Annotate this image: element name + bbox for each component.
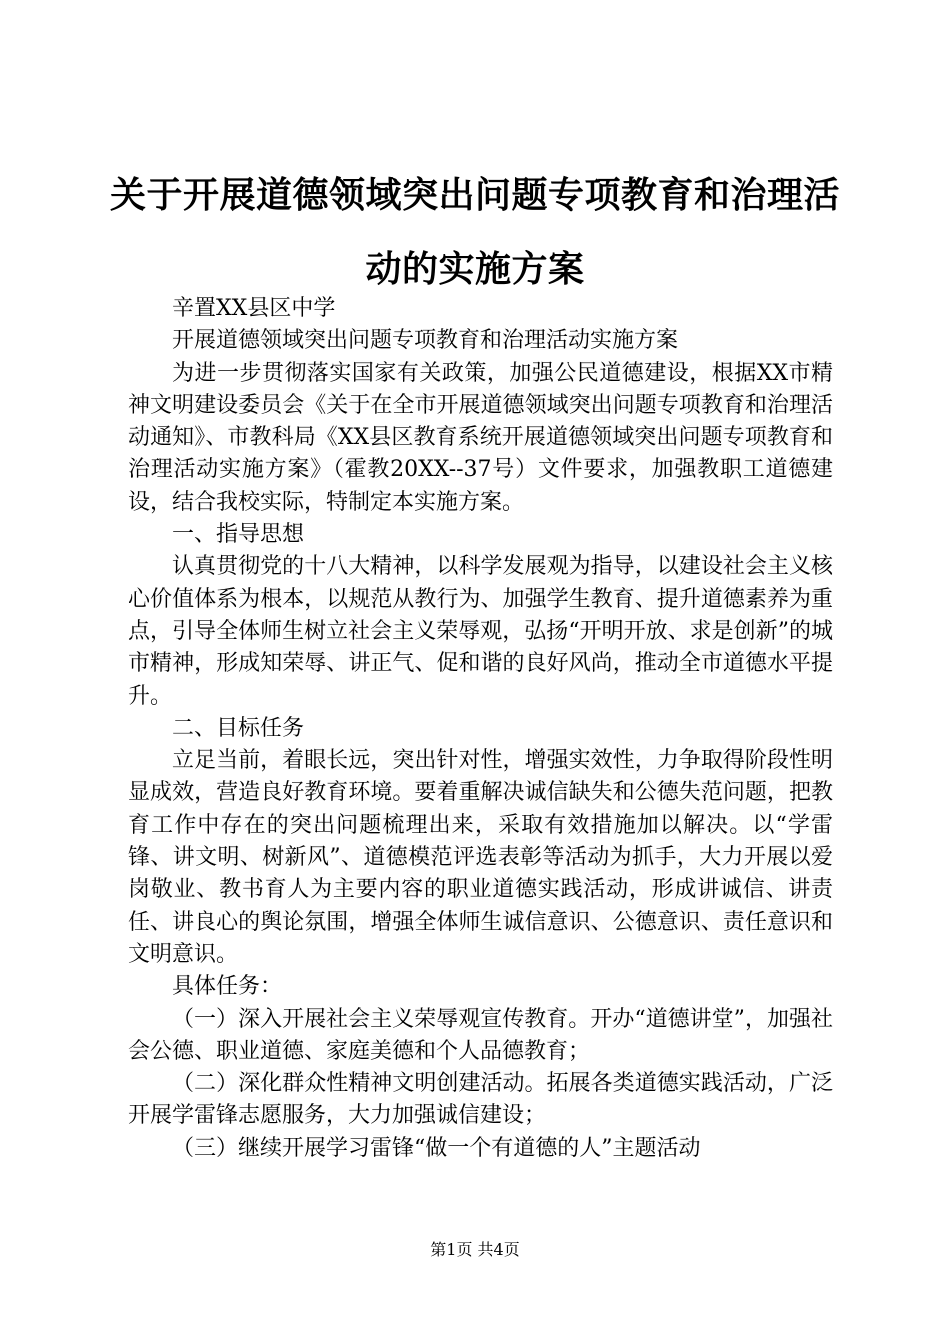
intro-paragraph: 为进一步贯彻落实国家有关政策，加强公民道德建设，根据XX市精神文明建设委员会《关于在全市开展道德领域突出问题专项教育和治理活动通知》、市教科局《XX县区教育系统开展道德领域突出问题专项教育和治理活动实施方案》（霍教20XX--37号）文件要求，加强教职工道德建设，结合我校实际，特制定本实施方案。 [128,360,833,515]
section-heading-guiding-thought: 一、指导思想 [172,522,305,548]
school-name: 辛置XX县区中学 [172,296,336,321]
goals-paragraph: 立足当前，着眼长远，突出针对性，增强实效性，力争取得阶段性明显成效，营造良好教育环境。要着重解决诚信缺失和公德失范问题，把教育工作中存在的突出问题梳理出来，采取有效措施加以解决。以“学雷锋、讲文明、树新风”、道德模范评选表彰等活动为抓手，大力开展以爱岗敬业、教书育人为主要内容的职业道德实践活动，形成讲诚信、讲责任、讲良心的舆论氛围，增强全体师生诚信意识、公德意识、责任意识和文明意识。 [128,748,833,967]
page-footer: 第1页 共4页 [430,1240,520,1259]
document-title: 关于开展道德领域突出问题专项教育和治理活动的实施方案 [110,174,841,290]
section-heading-goals: 二、目标任务 [172,715,305,741]
task-item-1: （一）深入开展社会主义荣辱观宣传教育。开办“道德讲堂”，加强社会公德、职业道德、家庭美德和个人品德教育； [128,1006,833,1064]
task-item-2: （二）深化群众性精神文明创建活动。拓展各类道德实践活动，广泛开展学雷锋志愿服务，大力加强诚信建设； [128,1071,833,1129]
plan-subtitle: 开展道德领域突出问题专项教育和治理活动实施方案 [172,328,679,354]
document-body [128,293,833,1165]
specific-tasks-heading: 具体任务： [172,974,283,1000]
guiding-thought-paragraph: 认真贯彻党的十八大精神，以科学发展观为指导，以建设社会主义核心价值体系为根本，以规范从教行为、加强学生教育、提升道德素养为重点，引导全体师生树立社会主义荣辱观，弘扬“开明开放、求是创新”的城市精神，形成知荣辱、讲正气、促和谐的良好风尚，推动全市道德水平提升。 [128,554,833,709]
task-item-3: （三）继续开展学习雷锋“做一个有道德的人”主题活动 [172,1135,701,1161]
